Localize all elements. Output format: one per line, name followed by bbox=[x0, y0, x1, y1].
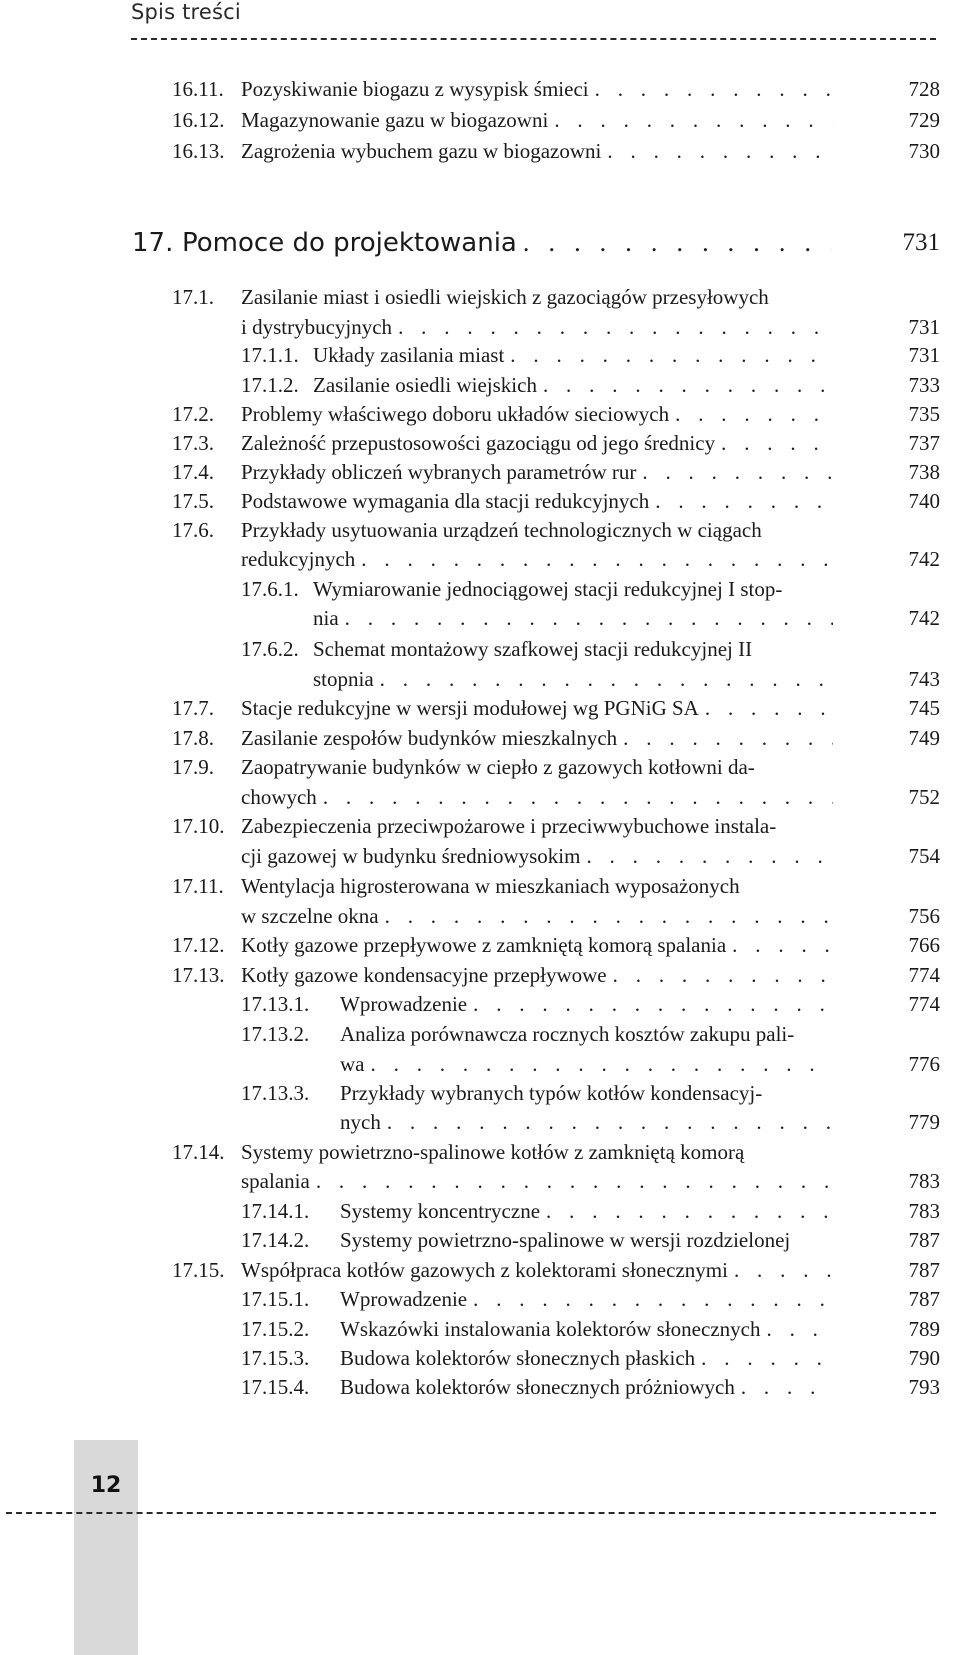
dot-leader bbox=[601, 136, 833, 166]
dot-leader bbox=[504, 340, 833, 370]
toc-entry-page: 735 bbox=[908, 402, 940, 426]
toc-entry-title: Współpraca kotłów gazowych z kolektorami słonecznymi bbox=[241, 1258, 728, 1282]
toc-entry-page: 731 bbox=[908, 315, 940, 339]
toc-entry-title: Zagrożenia wybuchem gazu w biogazowni bbox=[241, 139, 602, 163]
page-number: 12 bbox=[90, 1473, 122, 1498]
toc-entry-title-line bbox=[340, 989, 833, 1019]
toc-entry-title: Kotły gazowe przepływowe z zamkniętą komorą spalania bbox=[241, 933, 727, 957]
toc-entry-number: 17.4. bbox=[172, 460, 214, 484]
toc-entry[interactable] bbox=[0, 752, 960, 812]
dot-leader bbox=[317, 782, 833, 812]
toc-entry-page: 738 bbox=[908, 460, 940, 484]
toc-entry-page: 752 bbox=[908, 785, 940, 809]
toc-entry-title-line bbox=[241, 312, 833, 342]
toc-entry-title: Systemy powietrzno-spalinowe w wersji rozdzielonej bbox=[340, 1228, 791, 1252]
toc-entry-page: 787 bbox=[908, 1258, 940, 1282]
toc-entry-title-line bbox=[241, 428, 833, 458]
toc-entry[interactable] bbox=[0, 428, 960, 458]
toc-entry-title: Problemy właściwego doboru układów sieciowych bbox=[241, 402, 670, 426]
toc-entry-page: 730 bbox=[908, 139, 940, 163]
toc-entry-number: 17.15.1. bbox=[241, 1287, 310, 1311]
toc-entry-page: 790 bbox=[908, 1346, 940, 1370]
dot-leader bbox=[365, 1049, 834, 1079]
toc-entry-page: 766 bbox=[908, 933, 940, 957]
bottom-dashed-rule bbox=[6, 1512, 936, 1514]
toc-entry-number: 17.5. bbox=[172, 489, 214, 513]
toc-entry-title-line bbox=[313, 574, 883, 604]
toc-entry-title: Schemat montażowy szafkowej stacji redukcyjnej II bbox=[313, 637, 753, 661]
toc-entry-title-line bbox=[241, 782, 833, 812]
toc-entry-page: 740 bbox=[908, 489, 940, 513]
toc-entry-title-line bbox=[241, 1255, 833, 1285]
toc-entry[interactable] bbox=[0, 340, 960, 370]
toc-entry-page: 774 bbox=[908, 992, 940, 1016]
toc-entry-title-line bbox=[241, 871, 881, 901]
toc-entry-page: 774 bbox=[908, 963, 940, 987]
toc-entry-title-continued: redukcyjnych bbox=[241, 547, 356, 571]
toc-entry-number: 16.11. bbox=[172, 77, 224, 101]
toc-entry-page: 783 bbox=[908, 1199, 940, 1223]
toc-entry-title-line bbox=[340, 1225, 870, 1255]
toc-entry[interactable] bbox=[0, 370, 960, 400]
toc-entry-title-line bbox=[313, 370, 833, 400]
dot-leader bbox=[589, 74, 833, 104]
toc-entry[interactable] bbox=[0, 723, 960, 753]
dot-leader bbox=[699, 693, 833, 723]
toc-entry-title-line bbox=[241, 752, 881, 782]
toc-entry-number: 17.3. bbox=[172, 431, 214, 455]
toc-entry-page: 728 bbox=[908, 77, 940, 101]
dot-leader bbox=[339, 603, 833, 633]
dot-leader bbox=[715, 428, 833, 458]
toc-entry-page: 729 bbox=[908, 108, 940, 132]
toc-entry-title: Kotły gazowe kondensacyjne przepływowe bbox=[241, 963, 607, 987]
toc-entry-title: Budowa kolektorów słonecznych próżniowych bbox=[340, 1375, 735, 1399]
toc-entry-title: Analiza porównawcza rocznych kosztów zakupu pali- bbox=[340, 1022, 795, 1046]
toc-entry-title-line bbox=[182, 226, 832, 260]
dot-leader bbox=[374, 664, 833, 694]
toc-entry-number: 17.12. bbox=[172, 933, 225, 957]
toc-entry-title-line bbox=[340, 1284, 833, 1314]
toc-entry-number: 17.6. bbox=[172, 518, 214, 542]
toc-entry-title-line bbox=[241, 693, 833, 723]
dot-leader bbox=[355, 544, 833, 574]
toc-entry-number: 17.15.3. bbox=[241, 1346, 310, 1370]
toc-entry-title: Wymiarowanie jednociągowej stacji redukcyjnej I stop- bbox=[313, 577, 783, 601]
dot-leader bbox=[649, 486, 833, 516]
toc-entry-title-line bbox=[241, 486, 833, 516]
toc-chapter-page: 731 bbox=[902, 229, 940, 256]
dot-leader bbox=[617, 723, 833, 753]
toc-entry[interactable] bbox=[0, 1343, 960, 1373]
dot-leader bbox=[540, 1196, 833, 1226]
toc-entry-number: 17.15. bbox=[172, 1258, 225, 1282]
toc-entry[interactable] bbox=[0, 574, 960, 634]
toc-entry-title: Zabezpieczenia przeciwpożarowe i przeciwwybuchowe instala- bbox=[241, 814, 777, 838]
toc-entry-page: 776 bbox=[908, 1052, 940, 1076]
toc-entry-number: 17.10. bbox=[172, 814, 225, 838]
toc-entry[interactable] bbox=[0, 1137, 960, 1197]
toc-entry-title-line bbox=[340, 1049, 833, 1079]
toc-entry-title-continued: cji gazowej w budynku średniowysokim bbox=[241, 844, 581, 868]
toc-entry-title: Stacje redukcyjne w wersji modułowej wg PGNiG SA bbox=[241, 696, 699, 720]
toc-entry-number: 17.13.1. bbox=[241, 992, 310, 1016]
toc-entry-title-line bbox=[313, 634, 883, 664]
toc-chapter-entry[interactable] bbox=[0, 226, 960, 260]
toc-entry[interactable] bbox=[0, 634, 960, 694]
toc-entry-title: Wentylacja higrosterowana w mieszkaniach wyposażonych bbox=[241, 874, 740, 898]
toc-entry-title: Wprowadzenie bbox=[340, 992, 468, 1016]
dot-leader bbox=[580, 841, 833, 871]
toc-entry-page: 731 bbox=[908, 343, 940, 367]
toc-entry-title: Wskazówki instalowania kolektorów słonecznych bbox=[340, 1317, 761, 1341]
toc-entry-title-line bbox=[241, 457, 833, 487]
toc-entry-title-line bbox=[241, 282, 881, 312]
dot-leader bbox=[467, 1284, 833, 1314]
toc-entry-title-line bbox=[241, 723, 833, 753]
toc-entry[interactable] bbox=[0, 282, 960, 342]
toc-entry-title-line bbox=[241, 399, 833, 429]
dot-leader bbox=[669, 399, 833, 429]
toc-entry-title-continued: spalania bbox=[241, 1169, 310, 1193]
toc-entry-title: Wprowadzenie bbox=[340, 1287, 468, 1311]
toc-entry-title: Przykłady wybranych typów kotłów kondensacyj- bbox=[340, 1081, 763, 1105]
toc-entry[interactable] bbox=[0, 811, 960, 871]
toc-entry[interactable] bbox=[0, 1255, 960, 1285]
toc-entry-page: 754 bbox=[908, 844, 940, 868]
toc-entry-title: Zasilanie miast i osiedli wiejskich z gazociągów przesyłowych bbox=[241, 285, 769, 309]
toc-entry-number: 17.13.2. bbox=[241, 1022, 310, 1046]
toc-entry-title-line bbox=[241, 901, 833, 931]
dot-leader bbox=[636, 457, 833, 487]
toc-entry-title-line bbox=[340, 1343, 833, 1373]
toc-entry-number: 17.8. bbox=[172, 726, 214, 750]
toc-entry-title: Systemy powietrzno-spalinowe kotłów z zamkniętą komorą bbox=[241, 1140, 745, 1164]
toc-entry-title-line bbox=[241, 515, 881, 545]
toc-entry[interactable] bbox=[0, 457, 960, 487]
toc-chapter-title: Pomoce do projektowania bbox=[182, 228, 517, 258]
toc-entry[interactable] bbox=[0, 1314, 960, 1344]
dot-leader bbox=[517, 226, 832, 260]
toc-entry-title-line bbox=[241, 841, 833, 871]
toc-entry-title-continued: chowych bbox=[241, 785, 317, 809]
toc-entry[interactable] bbox=[0, 1225, 960, 1255]
toc-entry-title-line bbox=[241, 136, 833, 166]
toc-entry-title: Zależność przepustosowości gazociągu od jego średnicy bbox=[241, 431, 716, 455]
toc-entry[interactable] bbox=[0, 930, 960, 960]
toc-entry-title-continued: w szczelne okna bbox=[241, 904, 379, 928]
toc-entry-title: Przykłady obliczeń wybranych parametrów rur bbox=[241, 460, 637, 484]
toc-entry-number: 16.13. bbox=[172, 139, 225, 163]
dot-leader bbox=[381, 1107, 833, 1137]
toc-entry-title-line bbox=[313, 340, 833, 370]
dot-leader bbox=[310, 1166, 833, 1196]
dot-leader bbox=[726, 930, 833, 960]
toc-entry-number: 17.13. bbox=[172, 963, 225, 987]
toc-entry-title-line bbox=[340, 1078, 880, 1108]
toc-entry[interactable] bbox=[0, 486, 960, 516]
toc-entry-page: 733 bbox=[908, 373, 940, 397]
toc-entry-title: Magazynowanie gazu w biogazowni bbox=[241, 108, 549, 132]
toc-entry-page: 779 bbox=[908, 1110, 940, 1134]
toc-entry-title-line bbox=[241, 930, 833, 960]
toc-entry-title-continued: stopnia bbox=[313, 667, 374, 691]
toc-entry[interactable] bbox=[0, 1019, 960, 1079]
toc-entry-title-line bbox=[340, 1019, 880, 1049]
dot-leader bbox=[760, 1314, 833, 1344]
toc-entry-number: 16.12. bbox=[172, 108, 225, 132]
toc-entry-number: 17.14.1. bbox=[241, 1199, 310, 1223]
dot-leader bbox=[379, 901, 833, 931]
running-head-title: Spis treści bbox=[131, 0, 241, 24]
toc-entry-title: Pozyskiwanie biogazu z wysypisk śmieci bbox=[241, 77, 589, 101]
toc-entry-page: 749 bbox=[908, 726, 940, 750]
toc-entry-title: Zaopatrywanie budynków w ciepło z gazowych kotłowni da- bbox=[241, 755, 755, 779]
toc-entry-title-line bbox=[241, 811, 881, 841]
toc-entry-page: 742 bbox=[908, 606, 940, 630]
toc-entry[interactable] bbox=[0, 74, 960, 104]
toc-entry-title: Zasilanie osiedli wiejskich bbox=[313, 373, 537, 397]
toc-entry-page: 793 bbox=[908, 1375, 940, 1399]
toc-entry[interactable] bbox=[0, 136, 960, 166]
toc-entry-number: 17.1.1. bbox=[241, 343, 299, 367]
toc-entry-number: 17.2. bbox=[172, 402, 214, 426]
dot-leader bbox=[537, 370, 833, 400]
toc-entry-page: 789 bbox=[908, 1317, 940, 1341]
toc-entry[interactable] bbox=[0, 105, 960, 135]
toc-entry-title-line bbox=[340, 1372, 833, 1402]
toc-entry-title-continued: nia bbox=[313, 606, 339, 630]
toc-entry[interactable] bbox=[0, 1196, 960, 1226]
toc-entry-number: 17.6.1. bbox=[241, 577, 299, 601]
toc-entry-number: 17.14.2. bbox=[241, 1228, 310, 1252]
toc-entry-page: 745 bbox=[908, 696, 940, 720]
toc-entry[interactable] bbox=[0, 960, 960, 990]
toc-entry[interactable] bbox=[0, 1284, 960, 1314]
toc-entry-number: 17.6.2. bbox=[241, 637, 299, 661]
dot-leader bbox=[735, 1372, 833, 1402]
toc-entry-title-line bbox=[313, 603, 833, 633]
toc-entry[interactable] bbox=[0, 989, 960, 1019]
toc-entry-title-line bbox=[340, 1196, 833, 1226]
toc-entry-title-line bbox=[340, 1314, 833, 1344]
toc-entry-number: 17.14. bbox=[172, 1140, 225, 1164]
toc-entry-number: 17.1.2. bbox=[241, 373, 299, 397]
toc-entry-title-line bbox=[340, 1107, 833, 1137]
toc-entry-page: 743 bbox=[908, 667, 940, 691]
toc-entry-page: 737 bbox=[908, 431, 940, 455]
toc-entry-title-line bbox=[241, 1137, 881, 1167]
toc-entry-title: Budowa kolektorów słonecznych płaskich bbox=[340, 1346, 696, 1370]
toc-entry-title: Systemy koncentryczne bbox=[340, 1199, 541, 1223]
toc-entry-number: 17.1. bbox=[172, 285, 214, 309]
toc-entry[interactable] bbox=[0, 871, 960, 931]
toc-entry-title-line bbox=[241, 74, 833, 104]
toc-entry-title: Przykłady usytuowania urządzeń technologicznych w ciągach bbox=[241, 518, 762, 542]
toc-entry-page: 787 bbox=[908, 1287, 940, 1311]
toc-entry-number: 17.7. bbox=[172, 696, 214, 720]
toc-entry-number: 17.15.4. bbox=[241, 1375, 310, 1399]
dot-leader bbox=[695, 1343, 833, 1373]
toc-entry[interactable] bbox=[0, 1372, 960, 1402]
dot-leader bbox=[728, 1255, 833, 1285]
toc-entry-title-line bbox=[241, 960, 833, 990]
toc-entry-title: Układy zasilania miast bbox=[313, 343, 505, 367]
dot-leader bbox=[548, 105, 833, 135]
toc-entry-number: 17.13.3. bbox=[241, 1081, 310, 1105]
toc-entry-page: 742 bbox=[908, 547, 940, 571]
toc-entry-number: 17.15.2. bbox=[241, 1317, 310, 1341]
toc-entry-number: 17.11. bbox=[172, 874, 224, 898]
toc-entry[interactable] bbox=[0, 693, 960, 723]
toc-entry[interactable] bbox=[0, 399, 960, 429]
toc-entry-title-continued: i dystrybucyjnych bbox=[241, 315, 393, 339]
dot-leader bbox=[607, 960, 833, 990]
toc-entry-title: Zasilanie zespołów budynków mieszkalnych bbox=[241, 726, 618, 750]
toc-entry-page: 787 bbox=[908, 1228, 940, 1252]
toc-entry-title-line bbox=[241, 544, 833, 574]
toc-entry-title-continued: wa bbox=[340, 1052, 365, 1076]
toc-entry-title-line bbox=[241, 1166, 833, 1196]
toc-entry[interactable] bbox=[0, 1078, 960, 1138]
toc-entry-number: 17.9. bbox=[172, 755, 214, 779]
dot-leader bbox=[467, 989, 833, 1019]
toc-entry-title: Podstawowe wymagania dla stacji redukcyjnych bbox=[241, 489, 650, 513]
toc-chapter-number: 17. bbox=[132, 228, 174, 258]
toc-entry-title-line bbox=[241, 105, 833, 135]
toc-entry-title-line bbox=[313, 664, 833, 694]
dot-leader bbox=[392, 312, 833, 342]
toc-entry-title-continued: nych bbox=[340, 1110, 381, 1134]
toc-entry-page: 756 bbox=[908, 904, 940, 928]
toc-entry[interactable] bbox=[0, 515, 960, 575]
toc-entry-page: 783 bbox=[908, 1169, 940, 1193]
